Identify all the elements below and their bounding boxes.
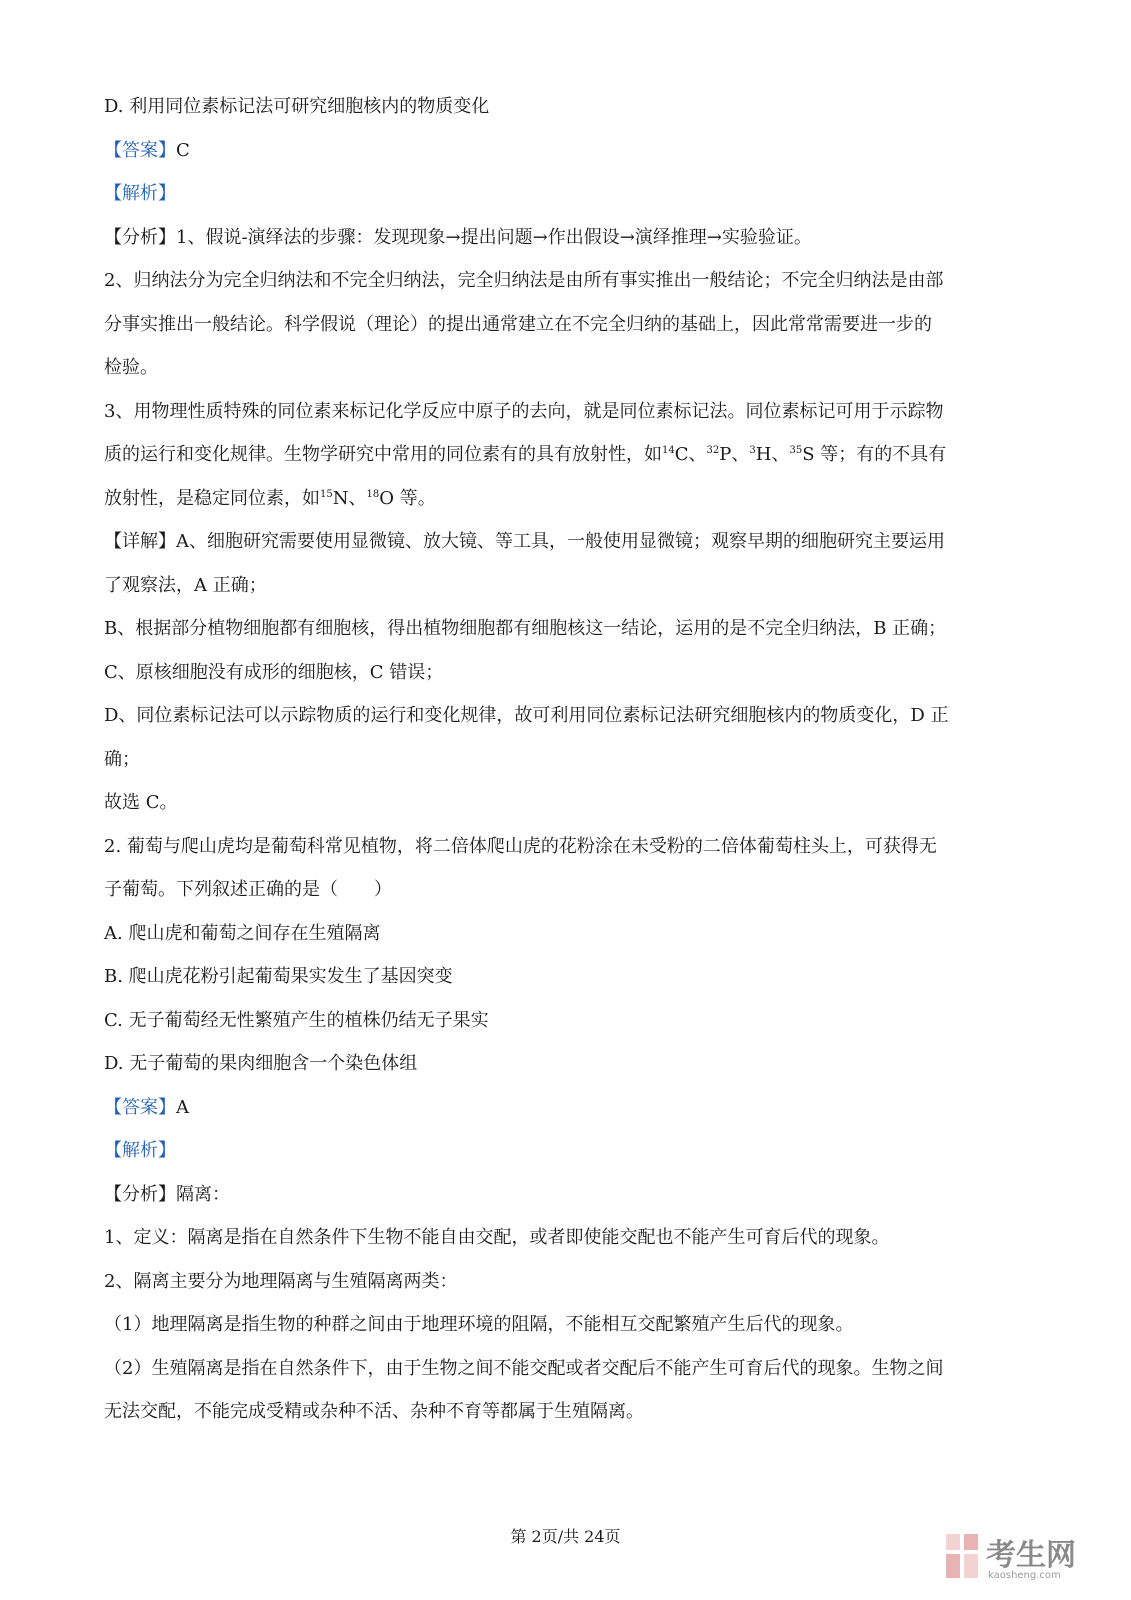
q1-fenxi xyxy=(104,227,1034,249)
q2-jiexi-label: 【解析】 xyxy=(104,1140,176,1161)
q1-answer xyxy=(104,140,1034,162)
q2-option-b: B. 爬山虎花粉引起葡萄果实发生了基因突变 xyxy=(104,966,453,987)
q2-answer xyxy=(104,1097,1034,1119)
q2-stem-line1: 2. 葡萄与爬山虎均是葡萄科常见植物，将二倍体爬山虎的花粉涂在未受粉的二倍体葡萄柱头上，可获得无 xyxy=(104,836,937,857)
q1-point3-line1: 3、用物理性质特殊的同位素来标记化学反应中原子的去向，就是同位素标记法。同位素标记可用于示踪物 xyxy=(104,401,944,422)
text-run: A、细胞研究需要使用显微镜、放大镜、等工具，一般使用显微镜；观察早期的细胞研究主要运用 xyxy=(176,531,945,552)
q2-types: 2、隔离主要分为地理隔离与生殖隔离两类： xyxy=(104,1271,458,1292)
text-run: S 等；有的不具有 xyxy=(802,444,947,465)
q1-xiangjie-d-line2: 确； xyxy=(104,749,140,770)
q1-point3-line3 xyxy=(104,488,1034,510)
text-run: N、 xyxy=(332,488,367,509)
text-run: 放射性，是稳定同位素，如 xyxy=(104,488,320,509)
q1-point2-line2: 分事实推出一般结论。科学假说（理论）的提出通常建立在不完全归纳的基础上，因此常常需要进一步的 xyxy=(104,314,932,335)
answer-label: 【答案】 xyxy=(104,1097,176,1118)
q1-point2-line1: 2、归纳法分为完全归纳法和不完全归纳法，完全归纳法是由所有事实推出一般结论；不完全归纳法是由部 xyxy=(104,270,944,291)
isotope-mass: 32 xyxy=(706,445,720,456)
isotope-mass: 18 xyxy=(366,489,380,500)
page-footer: 第 2页/共 24页 xyxy=(510,1527,621,1546)
q1-point3-line2 xyxy=(104,444,1034,466)
q2-reproductive-isolation-line1: （2）生殖隔离是指在自然条件下，由于生物之间不能交配或者交配后不能产生可育后代的现象。生物之间 xyxy=(104,1358,944,1379)
q2-definition: 1、定义：隔离是指在自然条件下生物不能自由交配，或者即使能交配也不能产生可育后代的现象。 xyxy=(104,1227,890,1248)
q1-jiexi-label: 【解析】 xyxy=(104,183,176,204)
text-run: P、 xyxy=(719,444,750,465)
q2-option-a: A. 爬山虎和葡萄之间存在生殖隔离 xyxy=(104,923,381,944)
q1-xiangjie-c: C、原核细胞没有成形的细胞核，C 错误； xyxy=(104,662,444,683)
isotope-mass: 15 xyxy=(320,489,333,500)
isotope-mass: 3 xyxy=(749,445,756,456)
q1-point2-line3: 检验。 xyxy=(104,357,158,378)
watermark-logo xyxy=(944,1530,1114,1588)
xiangjie-label: 【详解】 xyxy=(104,531,176,552)
fenxi-label: 【分析】 xyxy=(104,227,176,248)
q2-option-c: C. 无子葡萄经无性繁殖产生的植株仍结无子果实 xyxy=(104,1010,489,1031)
q2-reproductive-isolation-line2: 无法交配，不能完成受精或杂种不活、杂种不育等都属于生殖隔离。 xyxy=(104,1401,644,1422)
fenxi-point-1: 1、假说-演绎法的步骤：发现现象→提出问题→作出假设→演绎推理→实验验证。 xyxy=(176,227,812,248)
q2-fenxi xyxy=(104,1184,1034,1206)
q1-xiangjie-d-line1: D、同位素标记法可以示踪物质的运行和变化规律，故可利用同位素标记法研究细胞核内的物质变化，D 正 xyxy=(104,705,949,726)
answer-label: 【答案】 xyxy=(104,140,176,161)
isotope-mass: 14 xyxy=(662,445,675,456)
text-run: 质的运行和变化规律。生物学研究中常用的同位素有的具有放射性，如 xyxy=(104,444,662,465)
watermark-url: kaosheng.com xyxy=(988,1570,1061,1581)
fenxi-label: 【分析】 xyxy=(104,1184,176,1205)
watermark-logo-icon xyxy=(944,1532,980,1580)
watermark-brand: 考生网 xyxy=(986,1538,1076,1573)
text-run: H、 xyxy=(755,444,790,465)
q1-option-d: D. 利用同位素标记法可研究细胞核内的物质变化 xyxy=(104,96,490,117)
answer-value: A xyxy=(176,1097,189,1118)
isotope-mass: 35 xyxy=(789,445,803,456)
q2-option-d: D. 无子葡萄的果肉细胞含一个染色体组 xyxy=(104,1053,418,1074)
q2-stem-line2: 子葡萄。下列叙述正确的是（ ） xyxy=(104,879,392,900)
text-run: C、 xyxy=(674,444,707,465)
text-run: 隔离： xyxy=(176,1184,230,1205)
text-run: O 等。 xyxy=(379,488,436,509)
q1-xiangjie-b: B、根据部分植物细胞都有细胞核，得出植物细胞都有细胞核这一结论，运用的是不完全归纳法，B 正确； xyxy=(104,618,947,639)
q1-xiangjie-a-line2: 了观察法，A 正确； xyxy=(104,575,267,596)
q1-conclusion: 故选 C。 xyxy=(104,792,178,813)
q2-geographic-isolation: （1）地理隔离是指生物的种群之间由于地理环境的阻隔，不能相互交配繁殖产生后代的现象。 xyxy=(104,1314,854,1335)
q1-xiangjie-a-line1 xyxy=(104,531,1034,553)
answer-value: C xyxy=(176,140,190,161)
